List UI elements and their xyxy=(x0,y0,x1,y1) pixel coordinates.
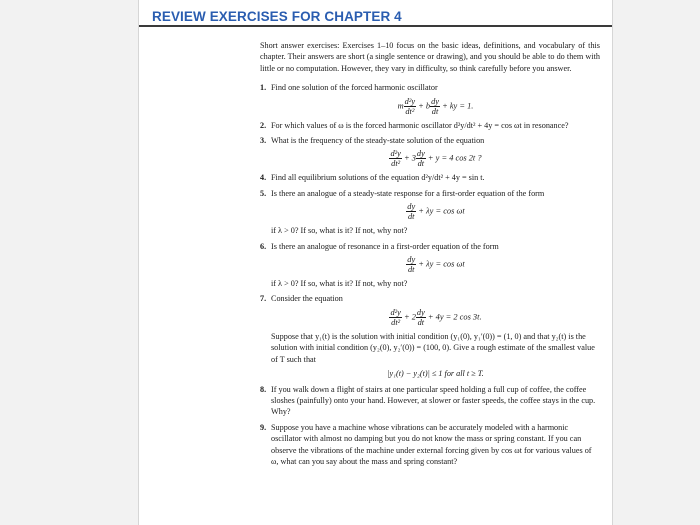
fraction xyxy=(416,149,426,168)
eq-term: + λy = cos ωt xyxy=(416,259,465,269)
fraction xyxy=(389,149,401,168)
exercise-text: What is the frequency of the steady-state solution of the equation xyxy=(271,136,485,146)
eq-term: m xyxy=(397,101,404,111)
frac-den: dt xyxy=(417,317,425,327)
frac-num: dy xyxy=(431,96,439,106)
exercise-5 xyxy=(260,188,600,237)
viewer-right-margin xyxy=(612,0,700,525)
frac-den: dt xyxy=(407,265,415,275)
exercise-text: Is there an analogue of a steady-state response for a first-order equation of the form xyxy=(271,188,545,198)
eq-term: + ky = 1. xyxy=(440,101,474,111)
exercise-3 xyxy=(260,135,600,168)
exercise-2 xyxy=(260,120,600,131)
exercise-8 xyxy=(260,384,600,418)
exercise-number: 7. xyxy=(260,294,267,304)
eq-term: + b xyxy=(416,101,431,111)
equation xyxy=(271,202,600,221)
fraction xyxy=(406,202,416,221)
inequality: |y₁(t) − y₂(t)| ≤ 1 for all t ≥ T. xyxy=(387,369,484,379)
exercise-text: Consider the equation xyxy=(271,294,343,304)
exercise-text: Suppose you have a machine whose vibrations can be accurately modeled with a harmonic oscillator with almost no damping but you do not know the mass or spring constant. If you can observe the vibrations of the machine under external forcing given by cos ωt for various values of ω, what can you say about the mass and spring constant? xyxy=(271,422,592,466)
exercise-text: If you walk down a flight of stairs at one particular speed holding a full cup of coffee, the coffee sloshes (painfully) onto your hand. However, at slower or faster speeds, the coffee stays in the cup. Why? xyxy=(271,384,596,417)
exercise-number: 2. xyxy=(260,120,267,130)
fraction xyxy=(404,97,416,116)
frac-num: dy xyxy=(407,202,416,212)
fraction xyxy=(430,97,440,116)
intro-paragraph: Short answer exercises: Exercises 1–10 focus on the basic ideas, definitions, and vocabulary of this chapter. Their answers are short (a single sentence or drawing), and you should be able to do them with little or no computation. However, they vary in difficulty, so think carefully before you answer. xyxy=(260,41,600,73)
exercise-number: 9. xyxy=(260,422,267,432)
fraction xyxy=(406,255,416,274)
frac-num: d²y xyxy=(404,96,416,106)
frac-den: dt² xyxy=(391,159,401,169)
exercise-text: Find one solution of the forced harmonic oscillator xyxy=(271,83,438,93)
frac-den: dt xyxy=(417,159,425,169)
frac-num: dy xyxy=(416,149,425,159)
frac-den: dt xyxy=(407,212,415,222)
fraction xyxy=(389,308,401,327)
exercise-followup: if λ > 0? If so, what is it? If not, why not? xyxy=(271,226,408,236)
eq-term: + 3 xyxy=(401,153,416,163)
section-title: REVIEW EXERCISES FOR CHAPTER 4 xyxy=(152,9,402,24)
frac-num: d²y xyxy=(390,149,401,159)
exercise-number: 1. xyxy=(260,83,267,93)
equation xyxy=(271,97,600,116)
equation xyxy=(271,149,600,168)
chapter-header xyxy=(139,0,612,31)
exercise-number: 5. xyxy=(260,188,267,198)
frac-den: dt² xyxy=(405,106,415,116)
exercise-followup: Suppose that y₁(t) is the solution with initial condition (y₁(0), y₁′(0)) = (1, 0) and that y₂(t) is the solution with initial condition (y₂(0), y₂′(0)) = (100, 0). Give a rough estimate of the smallest value of T such that xyxy=(271,331,595,364)
exercise-number: 6. xyxy=(260,241,267,251)
exercise-number: 8. xyxy=(260,384,267,394)
frac-num: dy xyxy=(407,255,416,265)
frac-den: dt² xyxy=(391,317,401,327)
exercise-number: 3. xyxy=(260,136,267,146)
frac-num: d²y xyxy=(390,307,401,317)
frac-num: dy xyxy=(416,307,425,317)
exercise-text: Is there an analogue of resonance in a first-order equation of the form xyxy=(271,241,499,251)
eq-term: + λy = cos ωt xyxy=(416,206,465,216)
frac-den: dt xyxy=(431,106,439,116)
exercise-7 xyxy=(260,293,600,379)
exercise-content xyxy=(260,40,600,471)
viewer-left-margin xyxy=(0,0,139,525)
exercise-number: 4. xyxy=(260,173,267,183)
fraction xyxy=(416,308,426,327)
header-rule xyxy=(139,25,612,27)
eq-term: + 4y = 2 cos 3t. xyxy=(425,312,482,322)
exercise-followup: if λ > 0? If so, what is it? If not, why not? xyxy=(271,279,408,289)
equation xyxy=(271,255,600,274)
document-page xyxy=(139,0,612,525)
exercise-4 xyxy=(260,172,600,183)
eq-term: + 2 xyxy=(401,312,416,322)
exercise-6 xyxy=(260,241,600,290)
exercise-text: For which values of ω is the forced harmonic oscillator d²y/dt² + 4y = cos ωt in resonance? xyxy=(271,120,569,130)
exercise-text: Find all equilibrium solutions of the equation d²y/dt² + 4y = sin t. xyxy=(271,173,485,183)
exercise-1 xyxy=(260,82,600,115)
eq-term: + y = 4 cos 2t ? xyxy=(425,153,482,163)
exercise-9 xyxy=(260,422,600,468)
equation xyxy=(271,308,600,327)
